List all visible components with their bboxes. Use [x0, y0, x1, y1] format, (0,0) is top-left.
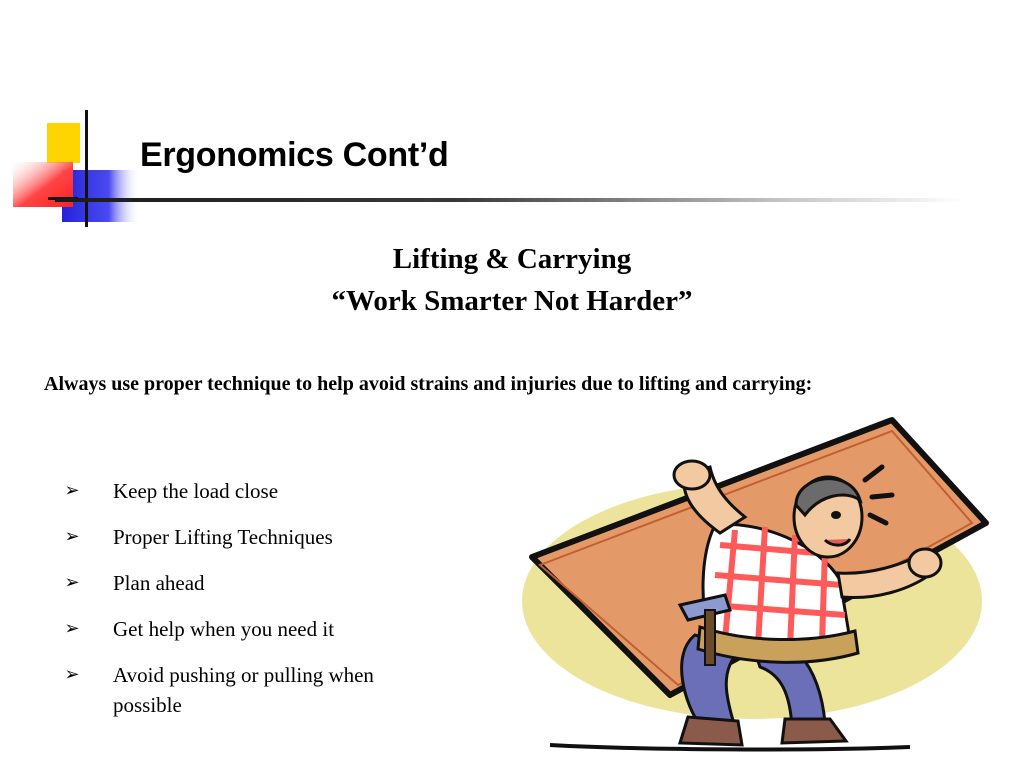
bullet-list — [60, 476, 420, 736]
slide-subtitle — [0, 238, 1024, 322]
bullet-item — [60, 522, 420, 552]
arrowhead-bullet-icon: ➢ — [64, 618, 80, 639]
arrowhead-bullet-icon: ➢ — [64, 572, 80, 593]
bullet-text: Avoid pushing or pulling when possible — [113, 663, 374, 717]
bullet-item — [60, 614, 420, 644]
decorative-logo-icon — [0, 0, 150, 240]
bullet-text: Plan ahead — [113, 571, 205, 595]
worker-carrying-board-illustration — [520, 405, 1000, 760]
arrowhead-bullet-icon: ➢ — [64, 526, 80, 547]
title-divider — [55, 198, 965, 202]
bullet-item — [60, 660, 420, 720]
subtitle-line-2: “Work Smarter Not Harder” — [331, 285, 693, 317]
subtitle-line-1: Lifting & Carrying — [392, 243, 632, 275]
arrowhead-bullet-icon: ➢ — [64, 664, 80, 685]
intro-text: Always use proper technique to help avoid strains and injuries due to lifting and carrying: — [44, 373, 813, 395]
slide-title: Ergonomics Cont’d — [140, 136, 449, 174]
arrowhead-bullet-icon: ➢ — [64, 480, 80, 501]
bullet-text: Get help when you need it — [113, 617, 335, 641]
bullet-item — [60, 568, 420, 598]
bullet-item — [60, 476, 420, 506]
bullet-text: Proper Lifting Techniques — [113, 525, 333, 549]
bullet-text: Keep the load close — [113, 479, 279, 503]
